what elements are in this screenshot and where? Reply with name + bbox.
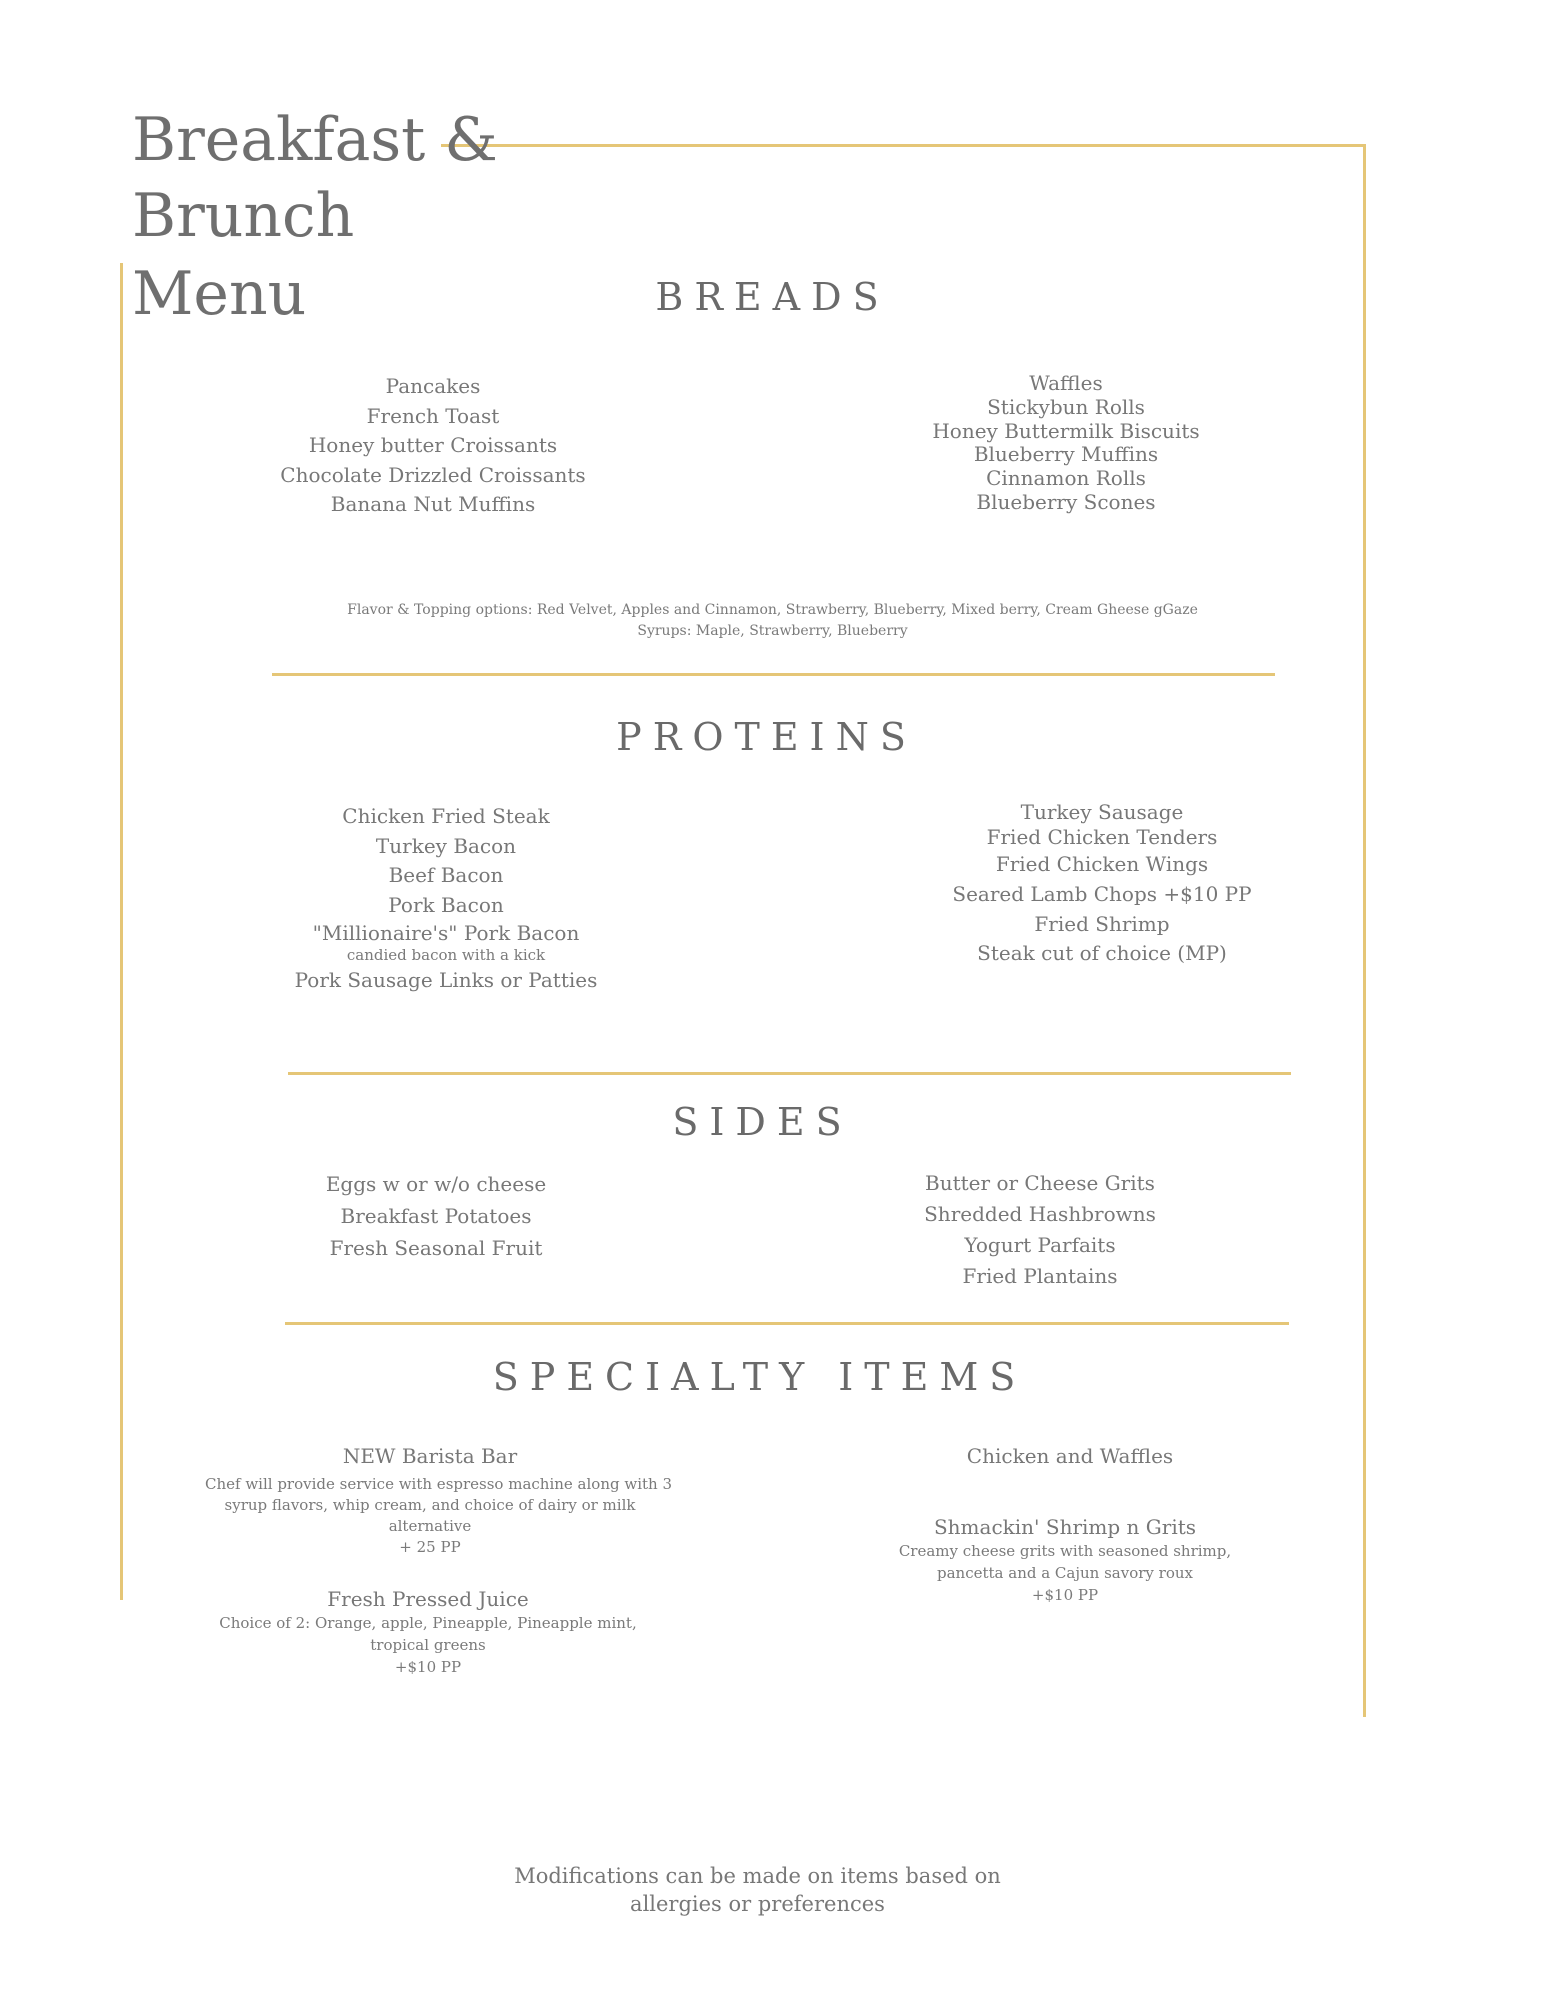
chicken-waffles-item <box>860 1442 1280 1470</box>
topping-options-note: Flavor & Topping options: Red Velvet, Apples and Cinnamon, Strawberry, Blueberry, Mixed berry, Cream Gheese gGaze <box>347 602 1198 618</box>
list-item: Steak cut of choice (MP) <box>977 941 1227 965</box>
breads-right-list <box>866 372 1266 515</box>
list-item: Honey butter Croissants <box>308 433 558 457</box>
list-item: Beef Bacon <box>388 863 504 887</box>
list-item: Waffles <box>1029 371 1103 395</box>
item-name: Chicken and Waffles <box>966 1444 1174 1468</box>
list-item: Shredded Hashbrowns <box>924 1202 1156 1226</box>
frame-top-line <box>441 144 1366 147</box>
proteins-left-list <box>246 802 646 996</box>
syrups-note: Syrups: Maple, Strawberry, Blueberry <box>637 623 908 639</box>
list-item-note: candied bacon with a kick <box>346 946 546 964</box>
list-item: Butter or Cheese Grits <box>925 1171 1155 1195</box>
list-item: Fried Chicken Tenders <box>986 825 1218 849</box>
item-price: + 25 PP <box>399 1538 461 1556</box>
breads-heading: BREADS <box>655 275 890 319</box>
item-price: +$10 PP <box>1031 1586 1099 1604</box>
item-description: Chef will provide service with espresso machine along with 3 <box>205 1475 672 1493</box>
list-item: Fried Shrimp <box>1034 912 1170 936</box>
list-item: Honey Buttermilk Biscuits <box>932 418 1200 443</box>
list-item: Pork Bacon <box>388 892 504 917</box>
list-item: Blueberry Muffins <box>973 442 1159 467</box>
footer-line: allergies or preferences <box>630 1892 885 1916</box>
list-item: Turkey Bacon <box>375 833 517 858</box>
specialty-heading: SPECIALTY ITEMS <box>492 1355 1027 1399</box>
item-description: pancetta and a Cajun savory roux <box>937 1564 1193 1582</box>
proteins-right-list <box>902 800 1302 968</box>
item-description: Choice of 2: Orange, apple, Pineapple, Pineapple mint, <box>219 1614 637 1632</box>
sides-heading: SIDES <box>672 1100 853 1144</box>
list-item: Pork Sausage Links or Patties <box>294 968 598 992</box>
sides-right-list <box>840 1168 1240 1292</box>
list-item: Blueberry Scones <box>976 489 1156 514</box>
divider-proteins <box>288 1072 1291 1075</box>
menu-title-line-1: Breakfast & <box>132 105 498 175</box>
breads-left-list <box>233 372 633 520</box>
item-name: NEW Barista Bar <box>342 1444 518 1468</box>
divider-sides <box>285 1322 1289 1325</box>
list-item: Seared Lamb Chops +$10 PP <box>952 882 1252 906</box>
menu-title-line-3: Menu <box>132 259 307 329</box>
list-item: Turkey Sausage <box>1020 800 1184 824</box>
item-description: syrup flavors, whip cream, and choice of dairy or milk <box>224 1496 636 1514</box>
menu-title-line-2: Brunch <box>132 181 355 251</box>
divider-breads <box>272 673 1275 676</box>
list-item: "Millionaire's" Pork Bacon <box>312 921 580 945</box>
list-item: Chocolate Drizzled Croissants <box>280 462 586 487</box>
frame-left-line <box>120 263 123 1600</box>
list-item: Yogurt Parfaits <box>964 1233 1116 1257</box>
list-item: Pancakes <box>385 374 481 398</box>
list-item: Fried Plantains <box>962 1264 1118 1288</box>
modifications-note <box>0 1862 1515 1918</box>
list-item: Chicken Fried Steak <box>342 804 550 828</box>
item-name: Fresh Pressed Juice <box>327 1587 529 1611</box>
item-price: +$10 PP <box>394 1658 462 1676</box>
list-item: Breakfast Potatoes <box>340 1204 532 1228</box>
item-description: Creamy cheese grits with seasoned shrimp, <box>898 1542 1232 1560</box>
item-description: alternative <box>388 1517 472 1535</box>
proteins-heading: PROTEINS <box>616 715 917 759</box>
list-item: Fresh Seasonal Fruit <box>329 1236 543 1260</box>
item-description: tropical greens <box>370 1636 486 1654</box>
list-item: Eggs w or w/o cheese <box>325 1172 547 1196</box>
list-item: Banana Nut Muffins <box>330 492 536 516</box>
list-item: French Toast <box>366 403 500 428</box>
list-item: Fried Chicken Wings <box>995 852 1209 876</box>
sides-left-list <box>236 1168 636 1264</box>
barista-bar-item <box>205 1442 672 1558</box>
frame-right-line <box>1363 144 1366 1717</box>
item-name: Shmackin' Shrimp n Grits <box>933 1515 1197 1539</box>
list-item: Cinnamon Rolls <box>986 466 1146 491</box>
list-item: Stickybun Rolls <box>987 394 1145 419</box>
shrimp-grits-item <box>855 1514 1275 1606</box>
footer-line: Modifications can be made on items based on <box>514 1864 1001 1888</box>
fresh-juice-item <box>203 1586 653 1678</box>
